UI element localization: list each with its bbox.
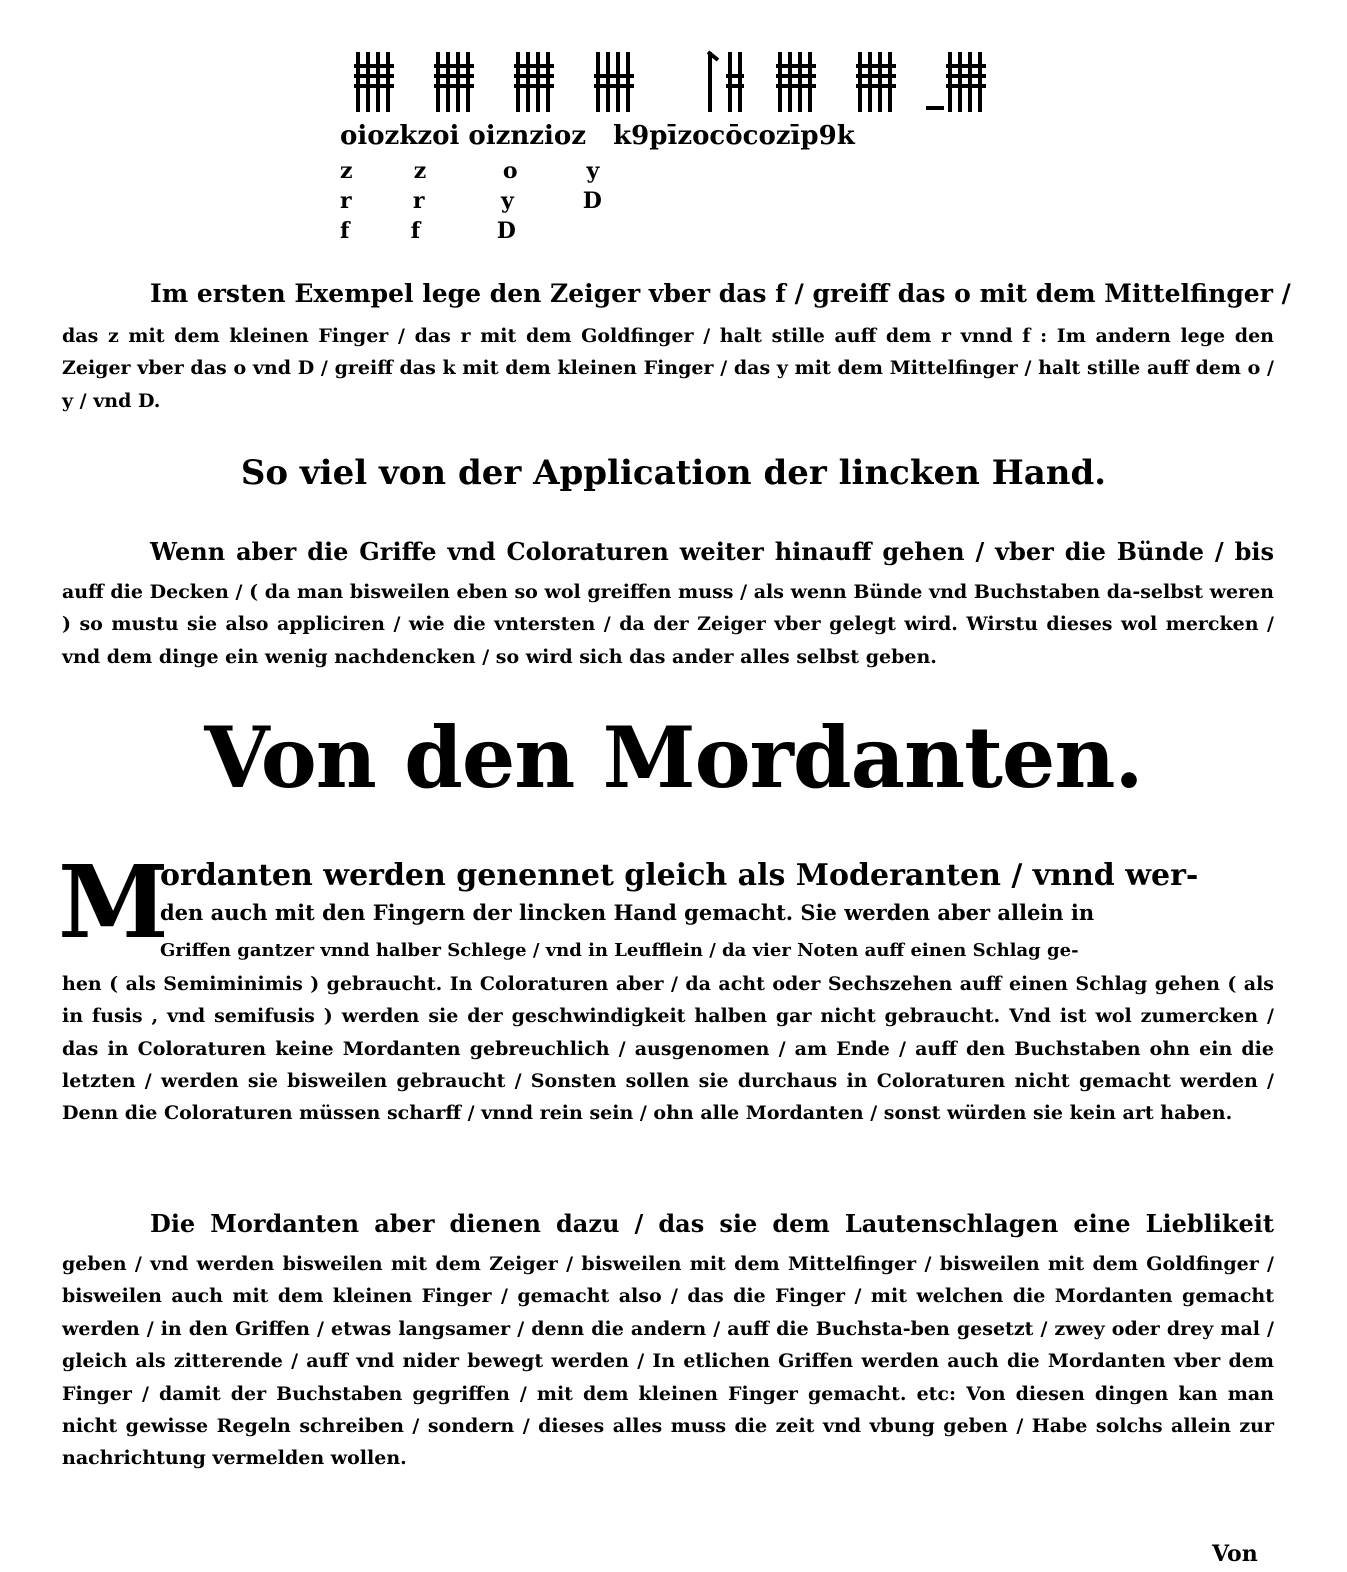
paragraph-2-lead: Wenn aber die Griffe vnd Coloraturen weiter hinauff gehen / vber die Bünde / bis xyxy=(150,537,1274,566)
paragraph-1-body: das z mit dem kleinen Finger / das r mit dem Goldfinger / halt stille auff dem r vnnd f : Im andern lege den Zeiger vber das o vnd D / greiff das k mit dem kleinen Finger / das y mit dem Mittelfinger / halt stille auff dem o / y / vnd D. xyxy=(62,325,1274,412)
tablature-row-2: z z o y xyxy=(340,158,600,184)
paragraph-3-body: hen ( als Semiminimis ) gebraucht. In Coloraturen aber / da acht oder Sechszehen auff einen Schlag gehen ( als in fusis , vnd semifusis ) werden sie der geschwindigkeit halben gar nicht gebraucht. Vnd ist wol zumercken / das in Coloraturen keine Mordanten gebreuchlich / ausgenomen / am Ende / auff den Buchstaben ohn ein die letzten / werden sie bisweilen gebraucht / Sonsten sollen sie durchaus in Coloraturen nicht gemacht werden / Denn die Coloraturen müssen scharff / vnnd rein sein / ohn alle Mordanten / sonst würden sie kein art haben. xyxy=(62,973,1274,1125)
chapter-title-mordanten: Von den Mordanten. xyxy=(204,708,1143,807)
paragraph-2-body: auff die Decken / ( da man bisweilen eben so wol greiffen muss / als wenn Bünde vnd Buchstaben da-selbst weren ) so mustu sie also appliciren / wie die vntersten / da der Zeiger vber gelegt wird. Wirstu dieses wol mercken / vnd dem dinge ein wenig nachdencken / so wird sich das ander alles selbst geben. xyxy=(62,581,1274,668)
paragraph-4-body: geben / vnd werden bisweilen mit dem Zeiger / bisweilen mit dem Mittelfinger / bisweilen mit dem Goldfinger / bisweilen auch mit dem kleinen Finger / gemacht also / das die Finger / mit welchen die Mordanten gemacht werden / in den Griffen / etwas langsamer / denn die andern / auff die Buchsta-ben gesetzt / zwey oder drey mal / gleich als zitterende / auff vnd nider bewegt werden / In etlichen Griffen werden auch die Mordanten vber dem Finger / damit der Buchstaben gegriffen / mit dem kleinen Finger gemacht. etc: Von diesen dingen kan man nicht gewisse Regeln schreiben / sondern / dieses alles muss die zeit vnd vbung geben / Habe solchs allein zur nachrichtung vermelden wollen. xyxy=(62,1253,1274,1470)
paragraph-3-first-line: ordanten werden genennet gleich als Moderanten / vnnd wer- xyxy=(160,858,1199,893)
tablature-row-1: oiozkzoi oiznzioz k9pīzocōcozīp9k xyxy=(340,121,855,151)
tablature-row-3: r r y D xyxy=(340,188,602,214)
tablature-row-4: f f D xyxy=(340,218,516,244)
rhythm-flags xyxy=(354,52,986,112)
paragraph-3-second-line: den auch mit den Fingern der lincken Hand gemacht. Sie werden aber allein in xyxy=(160,900,1095,925)
section-heading-application: So viel von der Application der lincken Hand. xyxy=(240,453,1107,493)
paragraph-3-third-line: Griffen gantzer vnnd halber Schlege / vnd in Leufflein / da vier Noten auff einen Schlag ge- xyxy=(160,940,1079,961)
catchword: Von xyxy=(1212,1541,1258,1567)
drop-cap-initial: M xyxy=(58,843,169,961)
paragraph-1-lead: Im ersten Exempel lege den Zeiger vber das f / greiff das o mit dem Mittelfinger / xyxy=(150,279,1291,308)
paragraph-4-lead: Die Mordanten aber dienen dazu / das sie dem Lautenschlagen eine Lieblikeit xyxy=(150,1209,1274,1238)
lute-tablature-example xyxy=(330,40,1030,250)
